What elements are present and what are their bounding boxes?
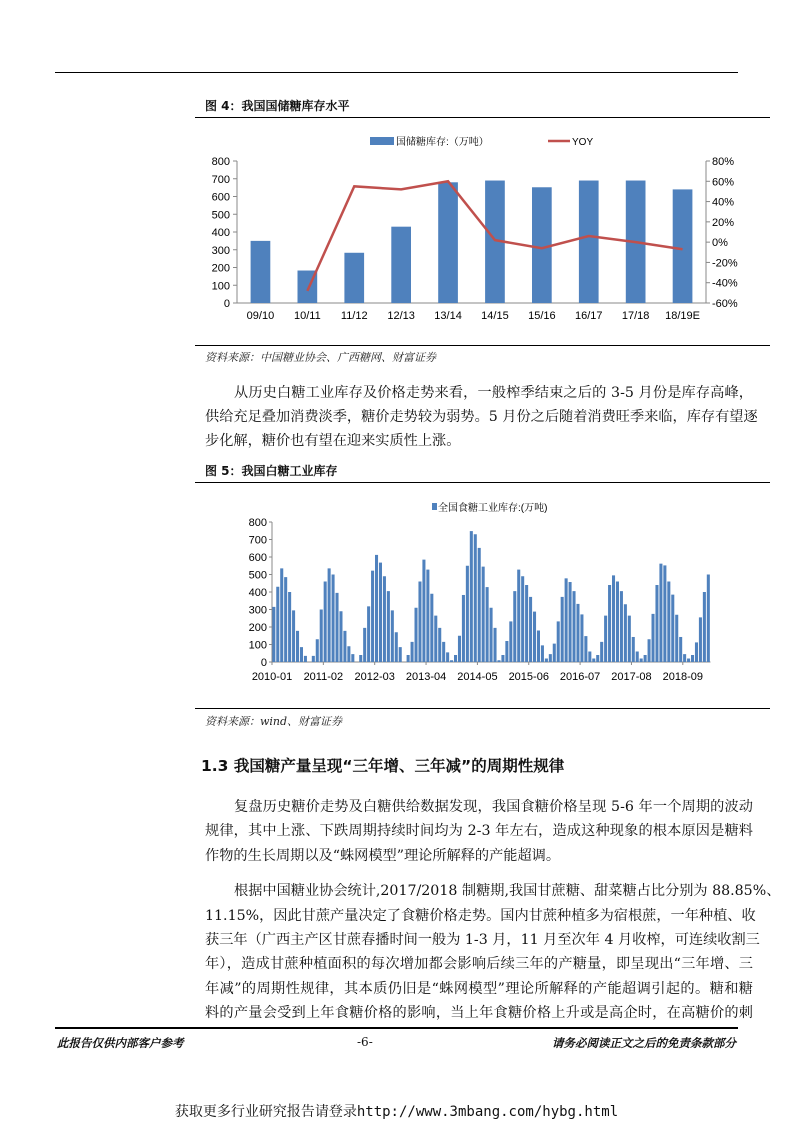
bar [343,631,346,662]
bar [316,639,319,662]
figure4-bottom-rule [195,345,770,346]
y-tick-label: 800 [248,517,267,529]
bar [652,614,655,662]
bar [576,604,579,662]
bar [332,575,335,663]
figure4-top-rule [195,117,770,118]
figure4-chart [195,125,770,335]
x-tick-label: 2016-07 [559,671,601,683]
bar [541,645,544,662]
y-tick-label: 0 [223,298,230,310]
y2-tick-label: 60% [712,176,735,189]
y2-tick-label: -40% [712,277,738,290]
x-tick-label: 2015-06 [508,671,549,683]
footer-link[interactable]: 获取更多行业研究报告请登录http://www.3mbang.com/hybg.html [174,1104,619,1120]
x-tick-label: 17/18 [621,310,650,322]
footer-disclaimer-right: 请务必阅读正文之后的免责条款部分 [552,1036,736,1050]
bar [632,637,635,662]
bar [579,181,599,303]
bar [375,555,378,662]
bar [557,621,560,662]
bar [324,582,327,663]
bar [640,659,643,663]
y-tick-label: 600 [248,552,267,564]
x-tick-label: 13/14 [434,310,462,322]
x-tick-label: 2012-03 [354,671,395,683]
x-tick-label: 09/10 [246,310,275,322]
bar [655,585,658,662]
bar [537,631,540,663]
bar [391,227,411,303]
bar [616,582,619,663]
y2-tick-label: -60% [712,298,738,310]
bar [426,570,429,662]
y-tick-label: 300 [248,604,267,617]
bar [695,642,698,662]
y-tick-label: 800 [211,156,230,168]
bar [292,610,295,662]
bar [407,655,410,662]
x-tick-label: 2018-09 [662,671,703,683]
bar [434,616,437,662]
y-tick-label: 200 [211,262,230,275]
figure5-chart [195,490,770,695]
figure5-bottom-rule [195,708,770,709]
bar [545,659,548,663]
bar [667,582,670,663]
bar [312,656,315,662]
y2-tick-label: 40% [712,196,735,209]
bar [399,647,402,662]
footer-disclaimer-left: 此报告仅供内部客户参考 [57,1036,184,1050]
bar [320,610,323,663]
bar [288,592,291,662]
bar [648,639,651,662]
x-tick-label: 11/12 [340,310,368,322]
x-tick-label: 2017-08 [611,671,652,683]
bar [588,652,591,663]
page-number: -6- [357,1035,373,1049]
bar [529,597,532,662]
bar [391,610,394,662]
bar [565,578,568,662]
paragraph2-line: 复盘历史糖价走势及白糖供给数据发现，我国食糖价格呈现 5-6 年一个周期的波动 [234,799,753,815]
bar [494,628,497,662]
bar [280,568,283,662]
x-tick-label: 12/13 [387,310,415,322]
bar [296,631,299,662]
bar [422,560,425,662]
bar [462,595,465,662]
bar [300,647,303,662]
bar [284,577,287,662]
y-tick-label: 300 [211,244,230,257]
paragraph3-line: 年减”的周期性规律，其本质仍旧是“蛛网模型”理论所解释的产能超调引起的。糖和糖 [205,981,753,997]
bar [415,608,418,662]
bar [450,660,453,662]
bar [371,571,374,662]
paragraph3-line: 年），造成甘蔗种植面积的每次增加都会影响后续三年的产糖量，即呈现出“三年增、三 [205,956,753,972]
bar [620,591,623,662]
legend-bar-label: 国储糖库存:（万吨） [396,137,489,148]
y-tick-label: 500 [248,569,267,582]
bar [486,587,489,662]
legend-label: 全国食糖工业库存:(万吨) [438,503,548,514]
y2-tick-label: 20% [712,216,735,229]
bar [691,655,694,662]
bar [272,607,275,662]
bar [683,654,686,662]
paragraph1-line: 步化解，糖价也有望在迎来实质性上涨。 [205,433,461,449]
bar [351,654,354,662]
y-tick-label: 600 [211,191,230,204]
bar [604,616,607,662]
paragraph3-line: 获三年（广西主产区甘蔗春播时间一般为 1-3 月，11 月至次年 4 月收榨，可连续收割三 [205,932,760,948]
bar [513,591,516,662]
y2-tick-label: 80% [712,156,735,168]
paragraph1-line: 供给充足叠加消费淡季，糖价走势较为弱势。5 月份之后随着消费旺季来临，库存有望逐 [205,409,758,425]
bar [466,566,469,662]
bar [596,655,599,662]
bar [533,612,536,662]
figure5-source: 资料来源：wind、财富证券 [205,715,343,728]
y-tick-label: 400 [211,227,230,239]
bar [659,564,662,662]
y2-tick-label: -20% [712,257,738,270]
bar [438,628,441,662]
bar [671,595,674,662]
bar [592,659,595,663]
bar [339,611,342,662]
bar [517,570,520,662]
legend-bar-swatch [370,137,394,145]
bar [474,534,477,662]
figure5-title: 图 5：我国白糖工业库存 [205,464,338,478]
bar [636,652,639,663]
paragraph3-line: 料的产量会受到上年食糖价格的影响，当上年食糖价格上升或是高企时，在高糖价的刺 [205,1005,753,1021]
bar [387,591,390,662]
legend-line-label: YOY [572,137,594,148]
x-tick-label: 15/16 [528,310,556,322]
bar [549,654,552,662]
section-heading: 1.3 我国糖产量呈现“三年增、三年减”的周期性规律 [201,757,565,775]
figure5-top-rule [195,482,770,483]
bar [612,575,615,662]
legend-swatch [432,503,437,510]
bar [328,568,331,662]
bar [482,567,485,662]
bar [442,642,445,662]
header-rule [55,72,738,73]
bar [470,531,473,662]
x-tick-label: 2010-01 [251,671,293,683]
figure4-title: 图 4：我国国储糖库存水平 [205,99,350,113]
bar [395,632,398,662]
paragraph2-line: 规律，其中上涨、下跌周期持续时间均为 2-3 年左右，造成这种现象的根本原因是糖料 [205,823,753,839]
bar [569,582,572,662]
bar [608,585,611,662]
bar [430,594,433,662]
bar [628,616,631,662]
bar [458,636,461,662]
y-tick-label: 100 [248,639,267,652]
bar [679,637,682,662]
paragraph3-line: 根据中国糖业协会统计,2017/2018 制糖期,我国甘蔗糖、甜菜糖占比分别为 88.85%、 [234,883,781,899]
bar [418,582,421,663]
footer-rule [55,1027,738,1029]
x-tick-label: 2013-04 [405,671,447,683]
bar [703,592,706,662]
bar [336,593,339,662]
bar [367,606,370,662]
bar [276,587,279,662]
bar [383,576,386,662]
bar [687,659,690,663]
bar [699,617,702,662]
x-tick-label: 14/15 [481,310,509,322]
bar [580,614,583,662]
bar [478,548,481,662]
y2-tick-label: 0% [712,237,728,250]
bar [501,655,504,662]
y-tick-label: 100 [211,280,230,293]
bar [497,660,500,662]
bar [251,241,271,303]
bar [573,591,576,662]
bar [363,628,366,662]
y-tick-label: 200 [248,622,267,634]
y-tick-label: 0 [260,657,267,669]
paragraph2-line: 作物的生长周期以及“蛛网模型”理论所解释的产能超调。 [205,848,561,864]
y-tick-label: 700 [211,173,230,186]
bar [490,608,493,662]
bar [673,189,693,303]
bar [525,585,528,662]
bar [532,187,552,303]
bar [584,636,587,662]
y-tick-label: 700 [248,534,267,547]
bar [359,655,362,662]
paragraph3-line: 11.15%，因此甘蔗产量决定了食糖价格走势。国内甘蔗种植多为宿根蔗，一年种植、收 [205,908,756,924]
bar [644,655,647,662]
bar [553,644,556,662]
bar [411,642,414,662]
bar [446,652,449,662]
bar [675,615,678,662]
bar [600,642,603,662]
y-tick-label: 400 [248,587,267,599]
paragraph1-line: 从历史白糖工业库存及价格走势来看，一般榨季结束之后的 3-5 月份是库存高峰， [234,385,753,401]
figure4-source: 资料来源：中国糖业协会、广西糖网、财富证券 [205,351,436,364]
bar [454,655,457,662]
bar [624,604,627,662]
bar [347,646,350,662]
bar [521,576,524,662]
bar [663,565,666,662]
bar [438,182,458,303]
x-tick-label: 18/19E [665,310,700,322]
x-tick-label: 16/17 [574,310,603,322]
bar [344,253,364,303]
bar [304,656,307,662]
bar [561,597,564,662]
x-tick-label: 10/11 [293,310,321,322]
x-tick-label: 2014-05 [457,671,498,683]
x-tick-label: 2011-02 [303,671,344,683]
y-tick-label: 500 [211,209,230,222]
bar [379,563,382,662]
bar [707,575,710,663]
bar [509,621,512,662]
bar [505,641,508,662]
